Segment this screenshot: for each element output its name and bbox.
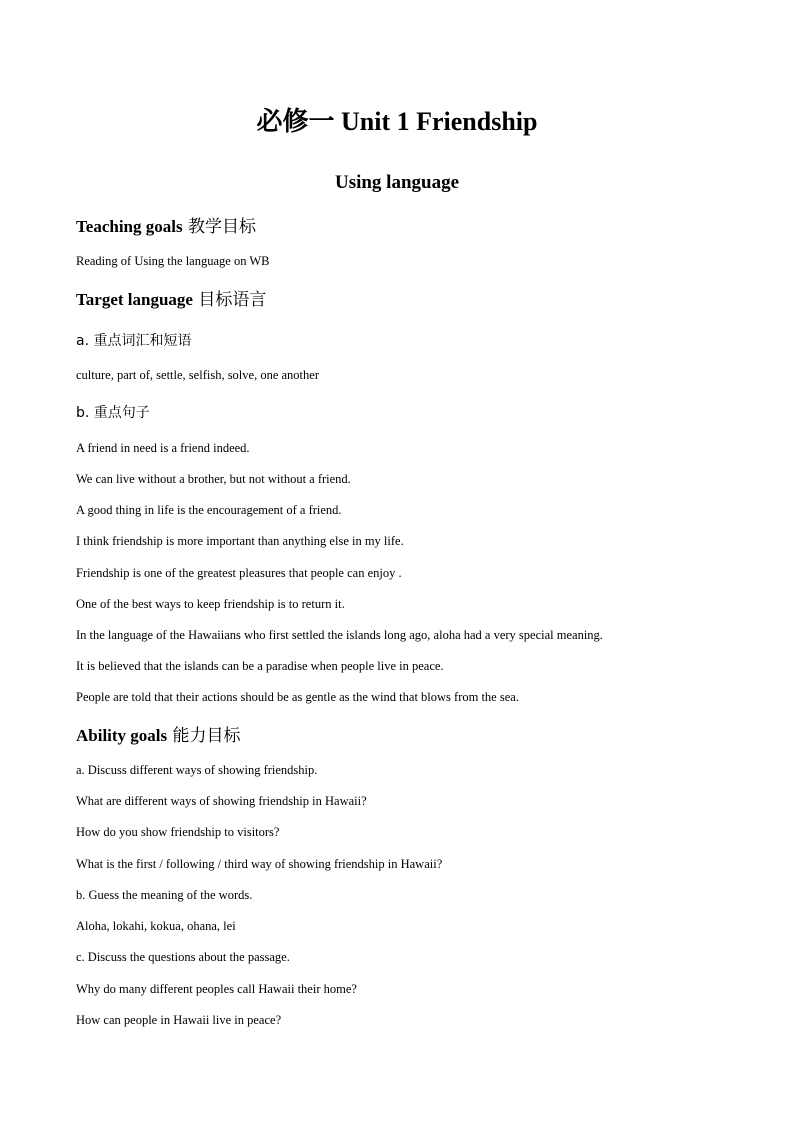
key-sentence: One of the best ways to keep friendship is to return it. [76, 597, 345, 611]
key-sentence: We can live without a brother, but not without a friend. [76, 472, 351, 486]
page-title: 必修一 Unit 1 Friendship [256, 107, 538, 136]
ability-goal-line: Why do many different peoples call Hawaii their home? [76, 982, 357, 996]
target-language-part-a-label: a. 重点词汇和短语 [76, 333, 192, 349]
ability-goal-line: What is the first / following / third way of showing friendship in Hawaii? [76, 857, 443, 871]
ability-goal-line: How do you show friendship to visitors? [76, 825, 280, 839]
ability-goal-line: Aloha, lokahi, kokua, ohana, lei [76, 919, 236, 933]
teaching-goals-heading-en: Teaching goals [76, 217, 183, 236]
key-sentence: Friendship is one of the greatest pleasures that people can enjoy . [76, 566, 402, 580]
page-subtitle: Using language [334, 172, 460, 193]
target-language-heading-en: Target language [76, 290, 193, 309]
ability-goal-line: How can people in Hawaii live in peace? [76, 1013, 282, 1027]
key-sentence: In the language of the Hawaiians who first settled the islands long ago, aloha had a very special meaning. [76, 628, 603, 642]
teaching-goals-text: Reading of Using the language on WB [76, 254, 270, 268]
target-language-heading [76, 288, 266, 312]
ability-goal-line: a. Discuss different ways of showing friendship. [76, 763, 318, 777]
key-sentence: A friend in need is a friend indeed. [76, 441, 250, 455]
target-language-heading-cn: 目标语言 [192, 290, 267, 310]
teaching-goals-heading [76, 215, 256, 239]
ability-goals-heading [76, 724, 241, 748]
ability-goal-line: b. Guess the meaning of the words. [76, 888, 253, 902]
key-sentence: A good thing in life is the encouragement of a friend. [76, 503, 342, 517]
key-sentence: It is believed that the islands can be a paradise when people live in peace. [76, 659, 444, 673]
teaching-goals-heading-cn: 教学目标 [182, 217, 256, 237]
target-language-part-a-text: culture, part of, settle, selfish, solve, one another [76, 368, 319, 382]
target-language-part-b-label: b. 重点句子 [76, 405, 150, 421]
key-sentence: I think friendship is more important than anything else in my life. [76, 534, 404, 548]
key-sentence: People are told that their actions should be as gentle as the wind that blows from the sea. [76, 690, 519, 704]
ability-goals-heading-cn: 能力目标 [167, 726, 241, 746]
ability-goal-line: c. Discuss the questions about the passage. [76, 950, 290, 964]
ability-goals-heading-en: Ability goals [76, 726, 168, 745]
ability-goal-line: What are different ways of showing friendship in Hawaii? [76, 794, 367, 808]
